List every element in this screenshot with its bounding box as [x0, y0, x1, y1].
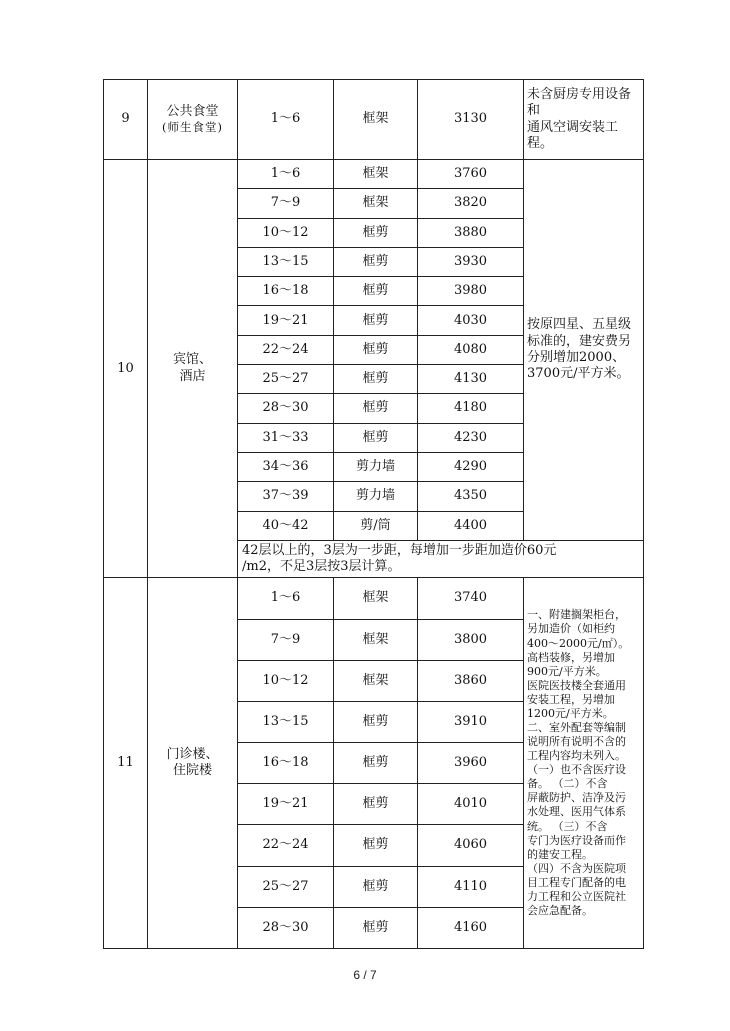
structure-type: 框架 — [334, 619, 418, 660]
remark-cell — [524, 578, 644, 949]
remark-cell — [524, 160, 644, 541]
structure-type: 框架 — [334, 160, 418, 189]
floor-range: 25～27 — [238, 365, 334, 394]
floor-range: 1～6 — [238, 578, 334, 619]
structure-type: 框剪 — [334, 335, 418, 364]
structure-type: 框剪 — [334, 701, 418, 742]
floor-range: 10～12 — [238, 660, 334, 701]
remark-line: 会应急配备。 — [527, 903, 593, 917]
remark-line: 1200元/平方米。 — [527, 706, 614, 720]
structure-type: 框架 — [334, 189, 418, 218]
remark-line: 通风空调安装工程。 — [527, 119, 619, 151]
remark-line: 工程内容均未列入。 — [527, 749, 626, 763]
page-number: 6 / 7 — [353, 968, 377, 982]
building-name: 宾馆、 — [172, 352, 212, 368]
unit-cost: 4080 — [418, 335, 524, 364]
floor-range: 37～39 — [238, 482, 334, 511]
unit-cost: 3760 — [418, 160, 524, 189]
floor-range: 22～24 — [238, 335, 334, 364]
structure-type: 框剪 — [334, 743, 418, 784]
remark-cell — [524, 80, 644, 160]
structure-type: 剪力墙 — [334, 482, 418, 511]
unit-cost: 4010 — [418, 784, 524, 825]
unit-cost: 3860 — [418, 660, 524, 701]
remark-line: 水处理、医用气体系 — [527, 805, 626, 819]
remark-line: 备。 （二）不含 — [527, 777, 608, 791]
floor-range: 10～12 — [238, 218, 334, 247]
unit-cost: 4030 — [418, 306, 524, 335]
table-row — [104, 80, 644, 160]
structure-type: 框剪 — [334, 866, 418, 907]
floor-range: 34～36 — [238, 452, 334, 481]
remark-line: 安装工程，另增加 — [527, 692, 615, 706]
remark-line: 力工程和公立医院社 — [527, 889, 626, 903]
unit-cost: 4350 — [418, 482, 524, 511]
remark-line: 屏蔽防护、洁净及污 — [527, 791, 626, 805]
unit-cost: 4130 — [418, 365, 524, 394]
floor-range: 1～6 — [238, 80, 334, 160]
remark-line: 专门为医疗设备而作 — [527, 833, 626, 847]
remark-line: 未含厨房专用设备和 — [527, 87, 632, 119]
remark-line: 统。 （三）不含 — [527, 819, 608, 833]
structure-type: 框剪 — [334, 423, 418, 452]
row-number: 11 — [104, 578, 148, 949]
remark-line: 高档装修，另增加 — [527, 650, 615, 664]
extra-note — [238, 540, 644, 578]
unit-cost: 3800 — [418, 619, 524, 660]
remark-line: 说明所有说明不含的 — [527, 735, 626, 749]
structure-type: 框剪 — [334, 277, 418, 306]
building-type — [148, 80, 238, 160]
remark-line: 400～2000元/㎡）。 — [527, 636, 630, 650]
building-name: 住院楼 — [172, 763, 212, 779]
building-name: 公共食堂 — [166, 104, 219, 120]
table-row — [104, 578, 644, 619]
floor-range: 13～15 — [238, 701, 334, 742]
unit-cost: 3130 — [418, 80, 524, 160]
floor-range: 7～9 — [238, 189, 334, 218]
remark-line: 二、室外配套等编制 — [527, 720, 626, 734]
remark-line: 900元/平方米。 — [527, 664, 607, 678]
row-number: 9 — [104, 80, 148, 160]
structure-type: 剪/筒 — [334, 511, 418, 540]
unit-cost: 4060 — [418, 825, 524, 866]
floor-range: 7～9 — [238, 619, 334, 660]
remark-line: 一、附建搁架柜台， — [527, 608, 626, 622]
structure-type: 框剪 — [334, 365, 418, 394]
structure-type: 框剪 — [334, 784, 418, 825]
table-row — [104, 160, 644, 189]
floor-range: 1～6 — [238, 160, 334, 189]
unit-cost: 3740 — [418, 578, 524, 619]
unit-cost: 3880 — [418, 218, 524, 247]
unit-cost: 4110 — [418, 866, 524, 907]
unit-cost: 4400 — [418, 511, 524, 540]
building-type — [148, 578, 238, 949]
remark-line: 另加造价（如柜约 — [527, 622, 615, 636]
structure-type: 框剪 — [334, 306, 418, 335]
row-number: 10 — [104, 160, 148, 578]
unit-cost: 3980 — [418, 277, 524, 306]
floor-range: 25～27 — [238, 866, 334, 907]
building-name: 门诊楼、 — [166, 746, 219, 762]
structure-type: 框剪 — [334, 394, 418, 423]
floor-range: 19～21 — [238, 784, 334, 825]
unit-cost: 3910 — [418, 701, 524, 742]
unit-cost: 4160 — [418, 907, 524, 948]
unit-cost: 3930 — [418, 247, 524, 276]
structure-type: 框架 — [334, 660, 418, 701]
remark-line: 标准的，建安费另 — [527, 333, 632, 349]
extra-note-line: 42层以上的，3层为一步距，每增加一步距加造价60元 — [242, 542, 557, 558]
cost-table — [103, 79, 644, 949]
unit-cost: 3820 — [418, 189, 524, 218]
remark-line: 3700元/平方米。 — [527, 366, 630, 382]
structure-type: 框剪 — [334, 825, 418, 866]
floor-range: 13～15 — [238, 247, 334, 276]
structure-type: 框剪 — [334, 218, 418, 247]
remark-line: 按原四星、五星级 — [527, 317, 632, 333]
remark-line: 分别增加2000、 — [527, 349, 626, 365]
floor-range: 40～42 — [238, 511, 334, 540]
floor-range: 31～33 — [238, 423, 334, 452]
building-type — [148, 160, 238, 578]
floor-range: 22～24 — [238, 825, 334, 866]
structure-type: 框架 — [334, 80, 418, 160]
structure-type: 框剪 — [334, 907, 418, 948]
building-name: 酒店 — [179, 368, 206, 384]
floor-range: 28～30 — [238, 394, 334, 423]
extra-note-line: /m2，不足3层按3层计算。 — [242, 559, 401, 575]
structure-type: 框架 — [334, 578, 418, 619]
floor-range: 19～21 — [238, 306, 334, 335]
unit-cost: 4290 — [418, 452, 524, 481]
structure-type: 剪力墙 — [334, 452, 418, 481]
remark-line: （四）不含为医院项 — [527, 861, 626, 875]
floor-range: 16～18 — [238, 743, 334, 784]
remark-line: 的建安工程。 — [527, 847, 593, 861]
floor-range: 28～30 — [238, 907, 334, 948]
unit-cost: 4180 — [418, 394, 524, 423]
building-subname: (师生食堂) — [162, 120, 223, 135]
remark-line: 医院医技楼全套通用 — [527, 678, 626, 692]
floor-range: 16～18 — [238, 277, 334, 306]
remark-line: 目工程专门配备的电 — [527, 875, 626, 889]
remark-line: （一）也不含医疗设 — [527, 763, 626, 777]
unit-cost: 4230 — [418, 423, 524, 452]
structure-type: 框剪 — [334, 247, 418, 276]
unit-cost: 3960 — [418, 743, 524, 784]
